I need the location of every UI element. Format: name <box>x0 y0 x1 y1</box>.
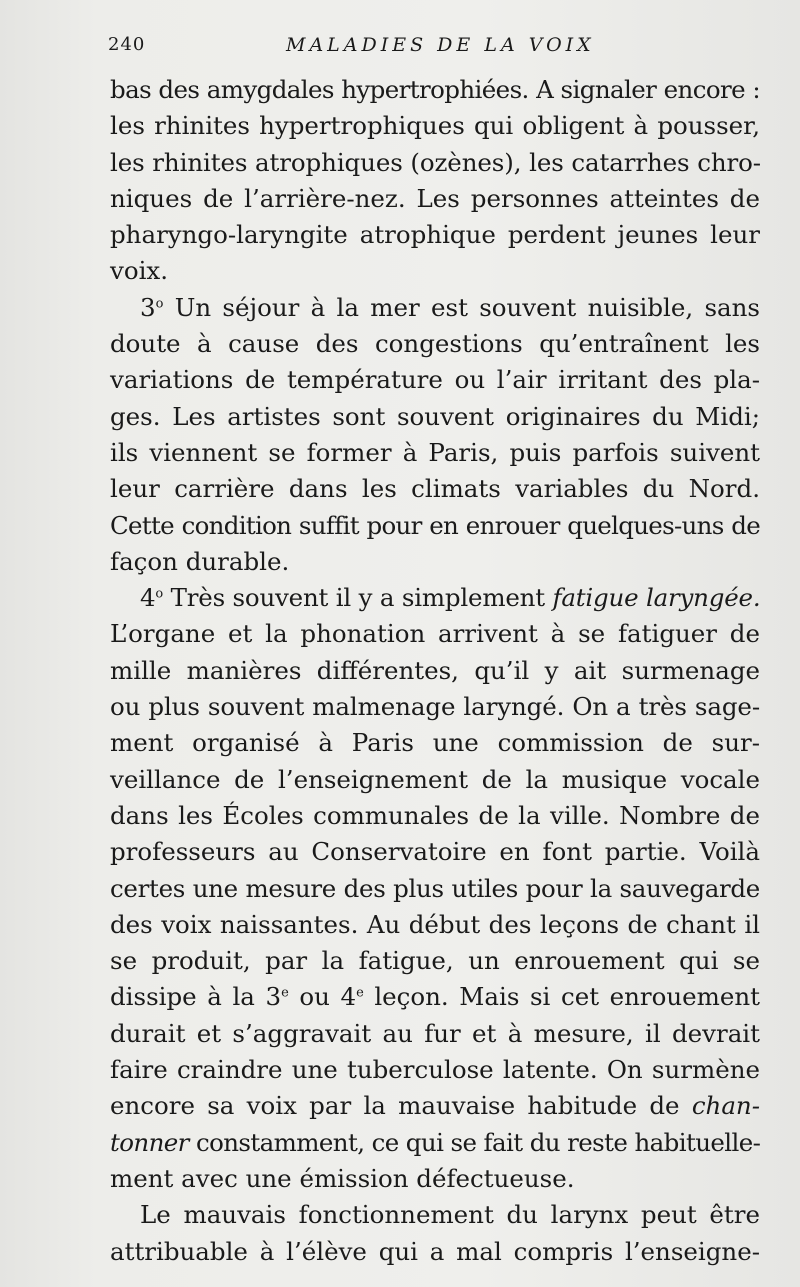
running-title: MALADIES DE LA VOIX <box>286 34 595 56</box>
text-run: Un séjour à la mer est souvent nuisible, sans <box>163 292 760 322</box>
ordinal-marker: o <box>155 586 164 602</box>
text-line: leur carrière dans les climats variables du Nord. <box>110 474 760 504</box>
text-line: L’organe et la phonation arrivent à se fatiguer de <box>110 619 760 649</box>
text-line: bas des amygdales hypertrophiées. A signaler encore : <box>110 75 760 104</box>
text-line: faire craindre une tuberculose latente. On surmène <box>110 1055 760 1085</box>
ordinal-marker: e <box>356 985 364 1001</box>
item-number: 3 <box>140 292 156 322</box>
text-run: leçon. Mais si cet enrouement <box>363 982 760 1012</box>
text-line: dans les Écoles communales de la ville. Nombre de <box>110 800 760 830</box>
italic-term: tonner <box>110 1127 189 1157</box>
text-line: pharyngo-laryngite atrophique perdent jeunes leur <box>110 220 760 250</box>
ordinal-marker: o <box>155 296 164 312</box>
paragraph-3-first-line <box>110 290 760 326</box>
text-line: professeurs au Conservatoire en font partie. Voilà <box>110 837 760 867</box>
text-line <box>110 1088 760 1124</box>
text-run: Très souvent il y a simplement <box>163 583 553 613</box>
text-line: durait et s’aggravait au fur et à mesure, il devrait <box>110 1018 760 1048</box>
body-text <box>110 72 760 1270</box>
text-line: se produit, par la fatigue, un enrouement qui se <box>110 946 760 976</box>
text-line: certes une mesure des plus utiles pour la sauvegarde <box>110 873 760 903</box>
text-run: constamment, ce qui se fait du reste habituelle- <box>188 1127 761 1157</box>
paragraph-5-first-line: Le mauvais fonctionnement du larynx peut être <box>140 1200 760 1230</box>
text-line: les rhinites atrophiques (ozènes), les catarrhes chro- <box>110 147 761 177</box>
text-line: niques de l’arrière-nez. Les personnes atteintes de <box>110 183 760 213</box>
text-line: ment avec une émission défectueuse. <box>110 1163 575 1193</box>
paragraph-4-first-line <box>110 580 760 616</box>
text-line: ment organisé à Paris une commission de sur- <box>110 728 760 758</box>
text-run: encore sa voix par la mauvaise habitude de <box>110 1091 692 1121</box>
text-line: ils viennent se former à Paris, puis parfois suivent <box>110 437 760 467</box>
text-line: doute à cause des congestions qu’entraînent les <box>110 329 760 359</box>
item-number: 4 <box>140 583 156 613</box>
ordinal-marker: e <box>281 985 289 1001</box>
text-line: mille manières différentes, qu’il y ait surmenage <box>110 655 760 685</box>
text-line: façon durable. <box>110 546 290 576</box>
text-line: variations de température ou l’air irritant des pla- <box>110 365 760 395</box>
text-line <box>110 1125 760 1161</box>
text-run: dissipe à la 3 <box>110 982 282 1012</box>
text-run: ou 4 <box>288 982 357 1012</box>
italic-term: fatigue laryngée. <box>552 583 761 613</box>
text-line: Cette condition suffit pour en enrouer quelques-uns de <box>110 510 760 540</box>
text-line: des voix naissantes. Au début des leçons de chant il <box>110 909 760 939</box>
text-line: veillance de l’enseignement de la musique vocale <box>110 764 760 794</box>
text-line: ges. Les artistes sont souvent originaires du Midi; <box>110 401 760 431</box>
text-line: attribuable à l’élève qui a mal compris l’enseigne- <box>110 1236 760 1266</box>
text-line: ou plus souvent malmenage laryngé. On a très sage- <box>110 692 760 722</box>
italic-term: chan- <box>691 1091 760 1121</box>
running-head <box>108 34 758 62</box>
text-line: voix. <box>110 256 169 286</box>
text-line <box>110 979 760 1015</box>
page-number: 240 <box>108 34 146 55</box>
text-line: les rhinites hypertrophiques qui obligent à pousser, <box>110 111 760 141</box>
